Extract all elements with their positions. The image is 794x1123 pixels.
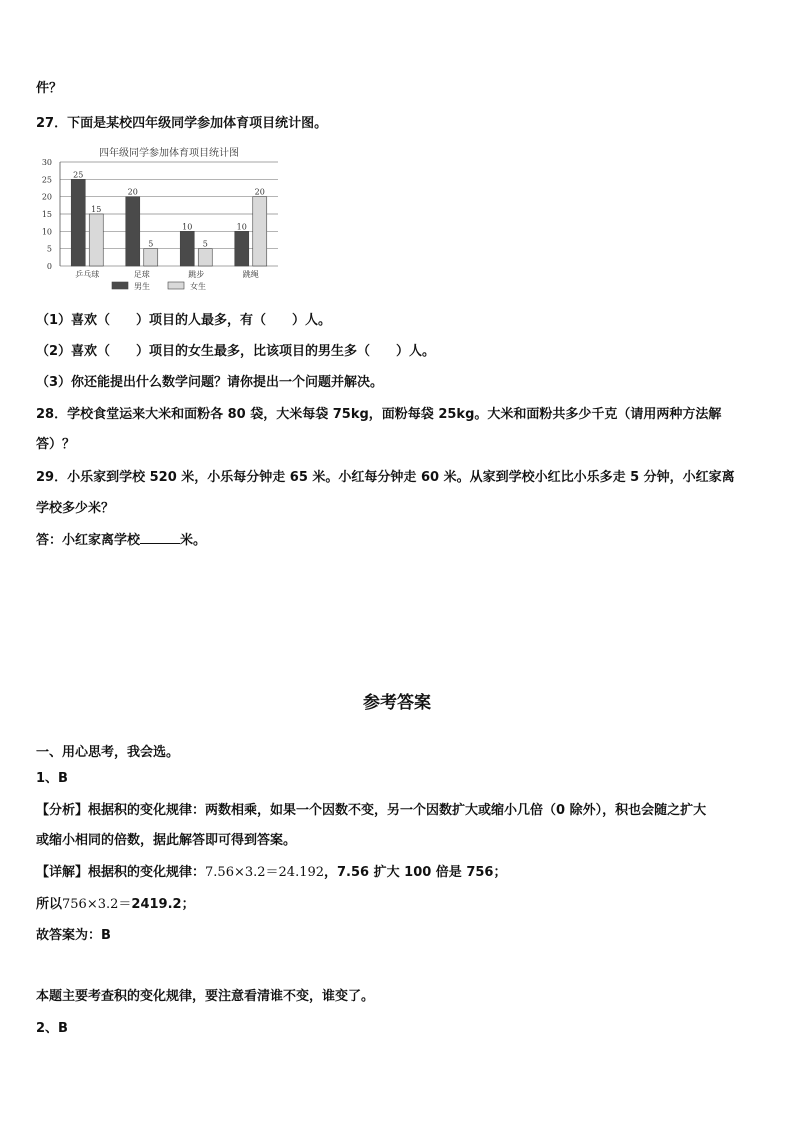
data-label: 25 — [73, 170, 84, 180]
y-tick-label: 0 — [46, 262, 52, 271]
note-line: 本题主要考查积的变化规律，要注意看清谁不变，谁变了。 — [36, 989, 375, 1004]
answer-blank — [140, 531, 180, 544]
answer-1: 1、B — [36, 771, 68, 786]
detail-formula: 7.56×3.2＝24.192 — [205, 865, 325, 880]
section-heading: 一、用心思考，我会选。 — [36, 745, 180, 760]
x-tick-label: 跳绳 — [242, 270, 259, 279]
data-label: 10 — [182, 222, 193, 232]
question-29-cont: 学校多少米？ — [36, 501, 115, 516]
so-result: 2419.2； — [131, 897, 195, 912]
data-label: 15 — [91, 205, 102, 214]
bar-girls — [198, 249, 212, 266]
answer-prefix: 答：小红家离学校 — [36, 533, 141, 548]
question-27: 27．下面是某校四年级同学参加体育项目统计图。 — [36, 116, 328, 131]
bar-boys — [180, 231, 194, 266]
detail-line — [36, 864, 506, 882]
answer-2: 2、B — [36, 1021, 68, 1036]
so-formula: 756×3.2＝ — [62, 897, 132, 912]
question-29: 29．小乐家到学校 520 米，小乐每分钟走 65 米。小红每分钟走 60 米。从家到学校小红比小乐多走 5 分钟，小红家离 — [36, 470, 735, 485]
so-line — [36, 896, 195, 914]
question-28: 28．学校食堂运来大米和面粉各 80 袋，大米每袋 75kg，面粉每袋 25kg。大米和面粉共多少千克（请用两种方法解 — [36, 407, 722, 422]
question-27-2: （2）喜欢（ ）项目的女生最多，比该项目的男生多（ ）人。 — [36, 344, 436, 359]
question-29-answer — [36, 531, 206, 550]
y-tick-label: 5 — [46, 244, 52, 254]
data-label: 5 — [202, 239, 208, 249]
data-label: 10 — [236, 222, 247, 232]
analysis-line: 【分析】根据积的变化规律：两数相乘，如果一个因数不变，另一个因数扩大或缩小几倍（0 除外），积也会随之扩大 — [36, 803, 707, 818]
y-tick-label: 30 — [41, 158, 52, 167]
question-28-cont: 答）？ — [36, 437, 76, 452]
question-27-3: （3）你还能提出什么数学问题？请你提出一个问题并解决。 — [36, 375, 384, 390]
y-tick-label: 20 — [41, 192, 52, 202]
detail-prefix: 【详解】根据积的变化规律： — [36, 865, 206, 880]
x-tick-label: 乒乓球 — [75, 270, 100, 279]
text-line: 件？ — [36, 81, 63, 96]
legend-label: 男生 — [134, 282, 150, 291]
y-tick-label: 15 — [41, 210, 52, 219]
bar-girls — [89, 214, 103, 266]
bar-chart — [34, 142, 284, 298]
answers-title: 参考答案 — [363, 693, 431, 713]
bar-girls — [253, 197, 267, 266]
analysis-line-cont: 或缩小相同的倍数，据此解答即可得到答案。 — [36, 833, 297, 848]
data-label: 20 — [254, 187, 265, 197]
data-label: 5 — [148, 239, 154, 249]
answer-suffix: 米。 — [180, 533, 207, 548]
x-tick-label: 足球 — [133, 270, 150, 279]
question-27-1: （1）喜欢（ ）项目的人最多，有（ ）人。 — [36, 313, 332, 328]
so-prefix: 所以 — [36, 897, 63, 912]
bar-boys — [126, 197, 140, 266]
y-tick-label: 10 — [41, 227, 52, 237]
x-tick-label: 跳步 — [188, 270, 205, 279]
y-tick-label: 25 — [41, 175, 52, 185]
bar-boys — [235, 231, 249, 266]
legend-label: 女生 — [190, 282, 206, 291]
data-label: 20 — [127, 187, 138, 197]
result-line: 故答案为：B — [36, 928, 111, 943]
legend-swatch — [112, 282, 128, 289]
detail-suffix: ，7.56 扩大 100 倍是 756； — [324, 865, 507, 880]
bar-boys — [71, 179, 85, 266]
chart-title: 四年级同学参加体育项目统计图 — [99, 148, 239, 159]
legend-swatch — [168, 282, 184, 289]
bar-girls — [144, 249, 158, 266]
